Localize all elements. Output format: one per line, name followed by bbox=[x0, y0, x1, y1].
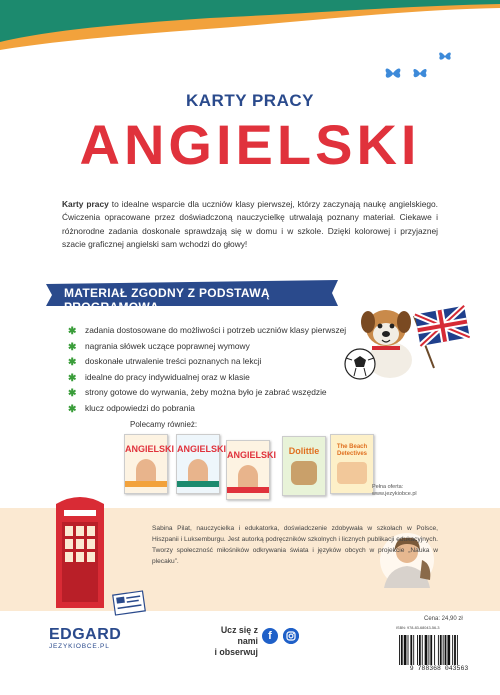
dog-illustration bbox=[344, 298, 470, 388]
top-wave-decoration bbox=[0, 0, 500, 70]
isbn-label: ISBN: 978-83-68043-56-3 bbox=[396, 626, 440, 630]
recommended-book[interactable] bbox=[124, 434, 175, 494]
check-icon: ✱ bbox=[68, 403, 77, 415]
ribbon-label: MATERIAŁ ZGODNY Z PODSTAWĄ PROGRAMOWĄ bbox=[64, 286, 270, 314]
author-bio: Sabina Pilat, nauczycielka i edukatorka, doświadczenie zdobywała w szkołach w Polsce, Hiszpanii i Luksemburgu. Jest autorką podręczników szkolnych i licznych publikacji edukacyjnych. Tworzy społeczność miłośników odkrywania świata i języków obcych w projekcie „Nauka w plecaku”. bbox=[152, 525, 438, 565]
check-icon: ✱ bbox=[68, 341, 77, 353]
book-cover-title: ANGIELSKI bbox=[125, 444, 175, 454]
book-description bbox=[62, 198, 438, 252]
list-item bbox=[68, 323, 388, 339]
feature-text: nagrania słówek uczące poprawnej wymowy bbox=[85, 340, 250, 351]
offer-label: Pełna oferta: bbox=[372, 484, 404, 490]
feature-list bbox=[68, 323, 388, 416]
publisher-site: JEZYKIOBCE.PL bbox=[49, 643, 110, 650]
book-cover-title: ANGIELSKI bbox=[227, 450, 277, 460]
list-item bbox=[68, 385, 388, 401]
list-item bbox=[68, 339, 388, 355]
social-cta bbox=[202, 625, 258, 658]
social-line-1: Ucz się z nami bbox=[220, 625, 258, 646]
butterfly-icon bbox=[412, 66, 428, 80]
list-item bbox=[68, 401, 388, 417]
offer-text bbox=[372, 484, 417, 498]
book-title: ANGIELSKI bbox=[79, 113, 421, 176]
recommended-book[interactable] bbox=[330, 434, 374, 494]
price-label: Cena: 24,90 zł bbox=[424, 616, 463, 622]
feature-text: strony gotowe do wyrwania, żeby można było je zabrać wszędzie bbox=[85, 387, 327, 397]
barcode-number: 9 788368 043563 bbox=[396, 665, 482, 672]
check-icon: ✱ bbox=[68, 388, 77, 399]
instagram-icon[interactable] bbox=[283, 628, 299, 644]
recommended-book[interactable] bbox=[282, 436, 326, 496]
recommend-label: Polecamy również: bbox=[130, 420, 198, 429]
description-text: to idealne wsparcie dla uczniów klasy pierwszej, którzy zaczynają naukę angielskiego. Ćwiczenia opracowane przez doświadczoną nauczycielkę utrwalają poznany materiał. Ciekawe i różnorodne zadania doskonale sprawdzają się w domu i w szkole. Dzięki kolorowej i przyjaznej szacie graficznej angielski sam wchodzi do głowy! bbox=[62, 199, 438, 250]
butterfly-icon bbox=[438, 50, 452, 62]
offer-url[interactable]: www.jezykiobce.pl bbox=[372, 491, 417, 497]
feature-text: idealne do pracy indywidualnej oraz w klasie bbox=[85, 371, 250, 382]
feature-text: klucz odpowiedzi do pobrania bbox=[85, 402, 195, 413]
list-item bbox=[68, 354, 388, 370]
publisher-logo: EDGARD bbox=[49, 626, 122, 643]
book-cover-title: The Beach Detectives bbox=[336, 444, 368, 457]
recommended-book[interactable] bbox=[176, 434, 227, 494]
phone-box-illustration bbox=[52, 494, 108, 608]
check-icon: ✱ bbox=[68, 372, 77, 384]
facebook-icon[interactable]: f bbox=[262, 628, 278, 644]
recommended-book[interactable] bbox=[226, 440, 277, 500]
social-line-2: i obserwuj bbox=[214, 647, 258, 657]
check-icon: ✱ bbox=[68, 357, 77, 368]
series-subtitle: KARTY PRACY bbox=[186, 91, 314, 110]
book-cover-title: Dolittle bbox=[288, 446, 320, 456]
check-icon: ✱ bbox=[68, 326, 77, 337]
butterfly-icon bbox=[384, 65, 402, 81]
book-cover-title: ANGIELSKI bbox=[177, 444, 227, 454]
feature-text: zadania dostosowane do możliwości i potrzeb uczniów klasy pierwszej bbox=[85, 325, 347, 335]
list-item bbox=[68, 370, 388, 386]
sticker-icon bbox=[112, 590, 146, 616]
description-lead: Karty pracy bbox=[62, 199, 109, 209]
feature-text: doskonałe utrwalenie treści poznanych na lekcji bbox=[85, 356, 262, 366]
